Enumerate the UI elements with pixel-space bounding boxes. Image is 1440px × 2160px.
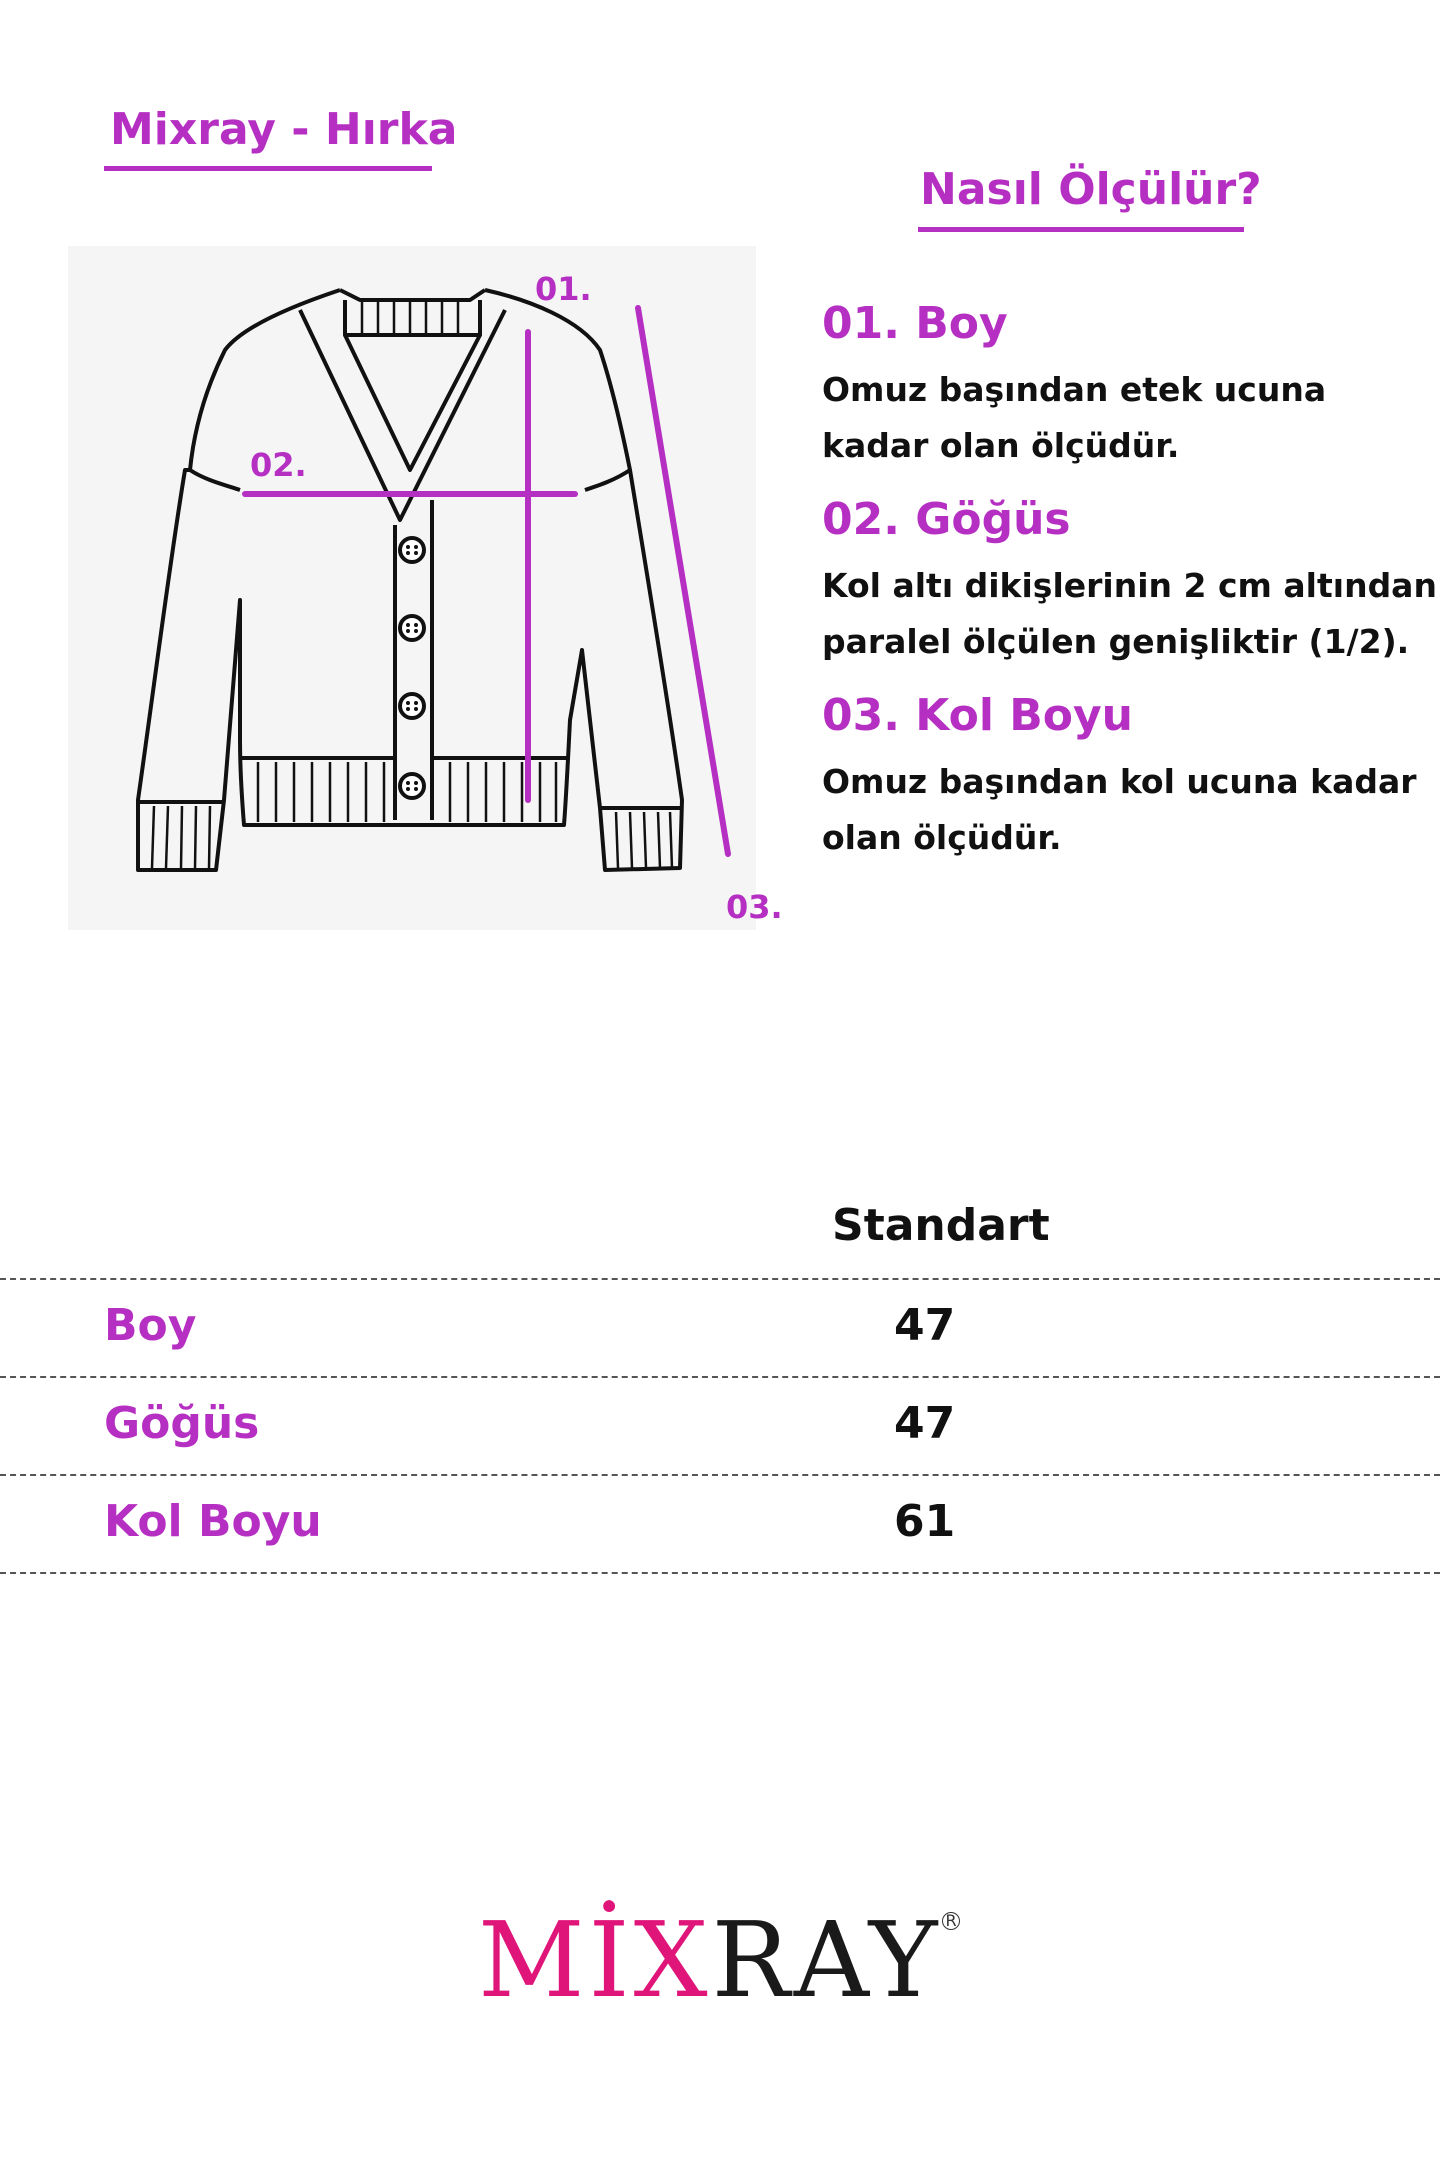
label-01: 01. — [535, 270, 592, 308]
button-holes — [406, 545, 418, 791]
table-divider — [0, 1278, 1440, 1280]
measure-desc-gogus-1: Kol altı dikişlerinin 2 cm altından — [822, 566, 1437, 605]
measure-heading-gogus: 02. Göğüs — [822, 494, 1071, 545]
registered-mark-icon: R — [942, 1912, 960, 1930]
brand-title: Mixray - Hırka — [110, 104, 458, 155]
how-to-measure-title: Nasıl Ölçülür? — [920, 164, 1262, 215]
table-divider — [0, 1474, 1440, 1476]
row-value-gogus: 47 — [894, 1398, 956, 1449]
measure-desc-kol-boyu-1: Omuz başından kol ucuna kadar — [822, 762, 1417, 801]
size-column-header: Standart — [832, 1200, 1050, 1251]
row-label-kol-boyu: Kol Boyu — [104, 1496, 322, 1547]
row-value-kol-boyu: 61 — [894, 1496, 956, 1547]
row-label-boy: Boy — [104, 1300, 197, 1351]
buttons — [400, 538, 424, 798]
measure-desc-kol-boyu-2: olan ölçüdür. — [822, 818, 1062, 857]
table-divider — [0, 1572, 1440, 1574]
measure-desc-boy-2: kadar olan ölçüdür. — [822, 426, 1180, 465]
sleeve-line — [638, 308, 728, 854]
cardigan-diagram — [0, 0, 1440, 960]
label-02: 02. — [250, 446, 307, 484]
measure-desc-gogus-2: paralel ölçülen genişliktir (1/2). — [822, 622, 1410, 661]
row-label-gogus: Göğüs — [104, 1398, 260, 1449]
measure-heading-boy: 01. Boy — [822, 298, 1008, 349]
label-03: 03. — [726, 888, 783, 926]
measure-heading-kol-boyu: 03. Kol Boyu — [822, 690, 1133, 741]
measure-desc-boy-1: Omuz başından etek ucuna — [822, 370, 1327, 409]
table-divider — [0, 1376, 1440, 1378]
mixray-logo: MİXRAY — [478, 1899, 942, 2021]
row-value-boy: 47 — [894, 1300, 956, 1351]
